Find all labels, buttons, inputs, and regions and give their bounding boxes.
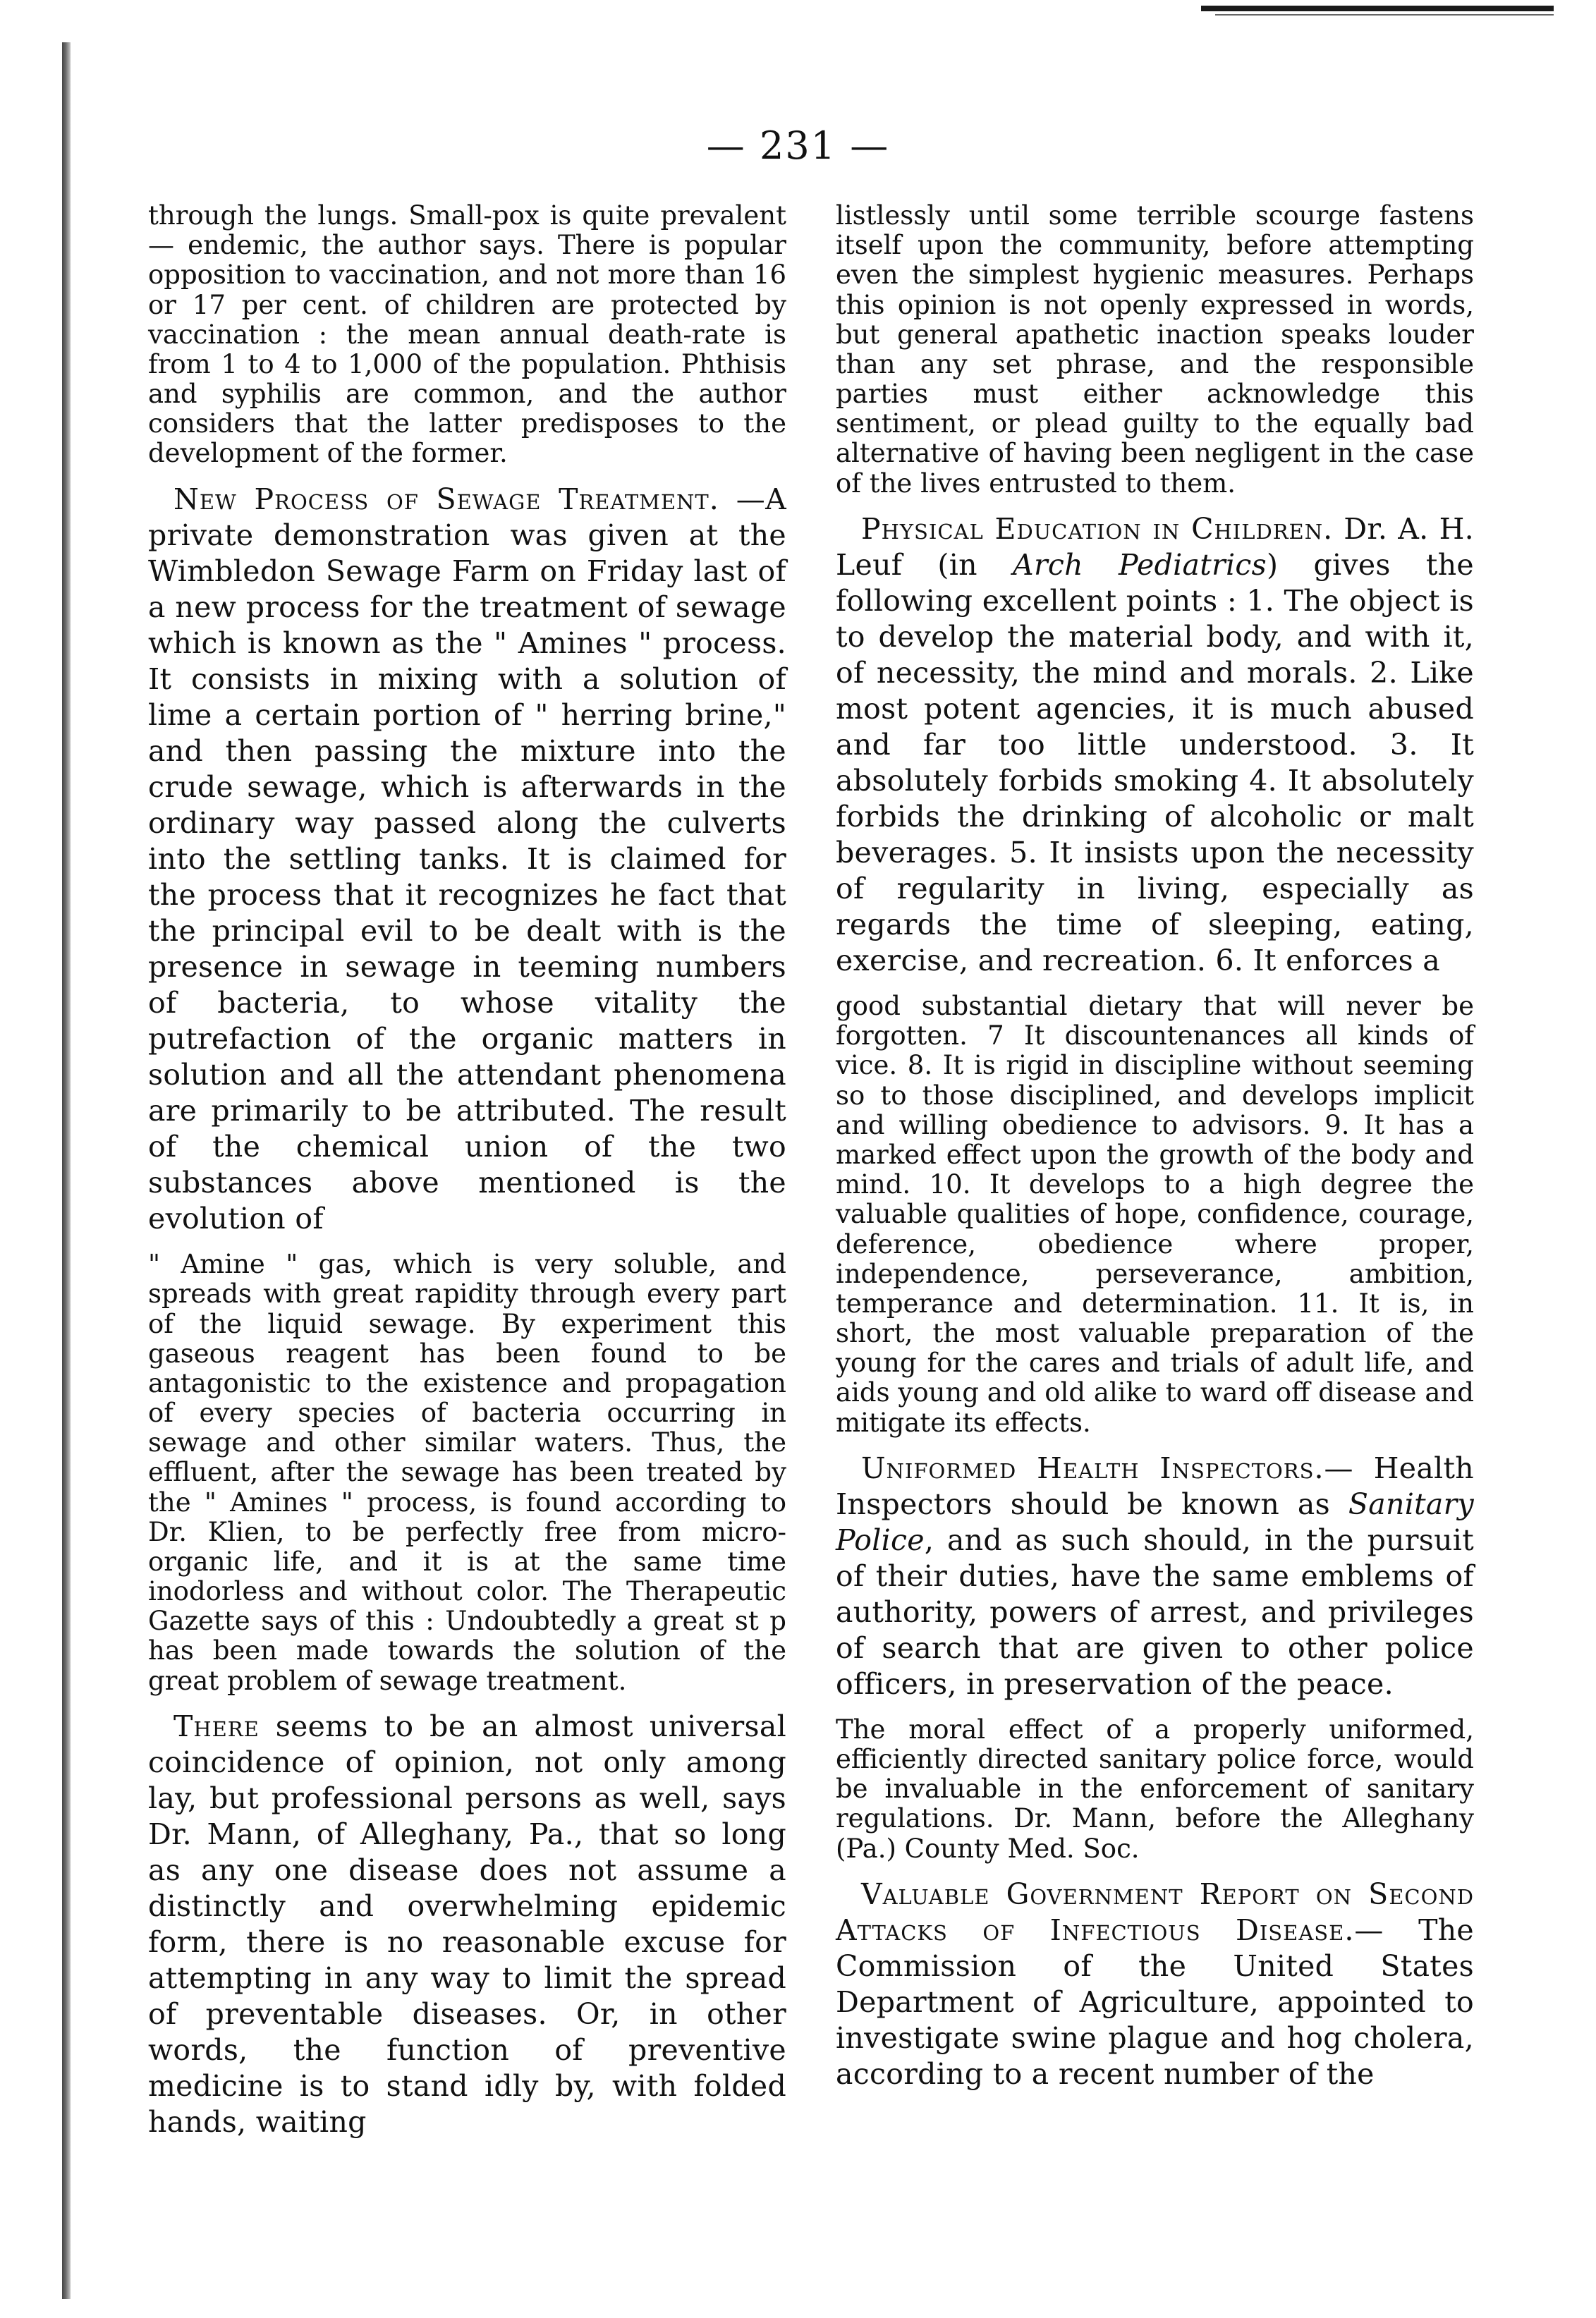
- uniformed-inspectors-heading: Uniformed Health Inspectors.—: [861, 1451, 1354, 1485]
- right-column: [836, 201, 1474, 2105]
- physical-education-body-a: ) gives the following excellent points : 1. The object is to develop the material body, and with it, of necessity, the mind and morals. 2. Like most potent agencies, it is much abused and far too little understood. 3. It absolutely forbids smoking 4. It absolutely forbids the drinking of alcoholic or malt beverages. 5. It insists upon the necessity of regularity in living, especially as regards the time of sleeping, eating, exercise, and recreation. 6. It enforces a: [836, 547, 1474, 978]
- sewage-treatment-heading: New Process of Sewage Treatment.: [173, 482, 719, 516]
- government-report-heading: Valuable Government Report on Second Attacks of Infectious Disease.—: [836, 1877, 1474, 1947]
- uniformed-inspectors-paragraph: [836, 1451, 1474, 1702]
- physical-education-journal: Arch Pediatrics: [1013, 547, 1267, 582]
- physical-education-heading: Physical Education in Children.: [861, 511, 1334, 546]
- physical-education-continued: good substantial dietary that will never be forgotten. 7 It discountenances all kinds of vice. 8. It is rigid in discipline without seeming so to those disciplined, and develops implicit and willing obedience to advisors. 9. It has a marked effect upon the growth of the body and mind. 10. It develops to a high degree the valuable qualities of hope, confidence, courage, deference, obedience where proper, independence, perseverance, ambition, temperance and determination. 11. It is, in short, the most valuable preparation of the young for the cares and trials of adult life, and aids young and old alike to ward off disease and mitigate its effects.: [836, 991, 1474, 1438]
- top-rule: [1201, 6, 1554, 11]
- physical-education-paragraph: [836, 511, 1474, 979]
- left-column: [148, 201, 786, 2153]
- preventive-medicine-paragraph: [148, 1709, 786, 2140]
- government-report-paragraph: [836, 1877, 1474, 2092]
- apathy-paragraph: listlessly until some terrible scourge fastens itself upon the community, before attempting even the simplest hygienic measures. Perhaps this opinion is not openly expressed in words, but general apathetic inaction speaks louder than any set phrase, and the responsible parties must either acknowledge this sentiment, or plead guilty to the equally bad alternative of having been negligent in the case of the lives entrusted to them.: [836, 200, 1474, 499]
- uniformed-inspectors-body-a: Health Inspectors should be known as: [836, 1451, 1474, 1521]
- sewage-treatment-continued: " Amine " gas, which is very soluble, and spreads with great rapidity through every part of the liquid sewage. By experiment this gaseous reagent has been found to be antagonistic to the existence and propagation of every species of bacteria occurring in sewage and other similar waters. Thus, the effluent, after the sewage has been treated by the " Amines " process, is found according to Dr. Klien, to be perfectly free from micro-organic life, and it is at the same time inodorless and without color. The Therapeutic Gazette says of this : Undoubtedly a great st p has been made towards the solution of the great problem of sewage treatment.: [148, 1249, 786, 1696]
- uniformed-inspectors-continued: The moral effect of a properly uniformed, efficiently directed sanitary police force, would be invaluable in the enforcement of sanitary regulations. Dr. Mann, before the Alleghany (Pa.) County Med. Soc.: [836, 1714, 1474, 1864]
- page-binding-edge: [62, 42, 71, 2299]
- page-number: — 231 —: [706, 123, 890, 168]
- government-report-body: The Commission of the United States Department of Agriculture, appointed to investigate swine plague and hog cholera, according to a recent number of the: [836, 1913, 1474, 2091]
- preventive-medicine-body: seems to be an almost universal coincidence of opinion, not only among lay, but professional persons as well, says Dr. Mann, of Alleghany, Pa., that so long as any one disease does not assume a distinctly and overwhelming epidemic form, there is no reasonable excuse for attempting in any way to limit the spread of preventable diseases. Or, in other words, the function of preventive medicine is to stand idly by, with folded hands, waiting: [148, 1709, 786, 2140]
- top-rule-thin: [1215, 14, 1554, 16]
- preventive-medicine-lead: There: [173, 1709, 260, 1743]
- uniformed-inspectors-body-b: , and as such should, in the pursuit of their duties, have the same emblems of authority, powers of arrest, and privileges of search that are given to other police officers, in preservation of the peace.: [836, 1523, 1474, 1701]
- sewage-treatment-body-a: —A private demonstration was given at the Wimbledon Sewage Farm on Friday last of a new process for the treatment of sewage which is known as the " Amines " process. It consists in mixing with a solution of lime a certain portion of " herring brine," and then passing the mixture into the crude sewage, which is afterwards in the ordinary way passed along the culverts into the settling tanks. It is claimed for the process that it recognizes he fact that the principal evil to be dealt with is the presence in sewage in teeming numbers of bacteria, to whose vitality the putrefaction of the organic matters in solution and all the attendant phenomena are primarily to be attributed. The result of the chemical union of the two substances above mentioned is the evolution of: [148, 482, 786, 1236]
- sanitary-police-term: Sanitary Police: [836, 1487, 1474, 1557]
- sewage-treatment-paragraph: [148, 482, 786, 1238]
- physical-education-author: Dr. A. H. Leuf (in: [836, 511, 1474, 582]
- smallpox-paragraph: through the lungs. Small-pox is quite prevalent — endemic, the author says. There is popular opposition to vaccination, and not more than 16 or 17 per cent. of children are protected by vaccination : the mean annual death-rate is from 1 to 4 to 1,000 of the population. Phthisis and syphilis are common, and the author considers that the latter predisposes to the development of the former.: [148, 200, 786, 469]
